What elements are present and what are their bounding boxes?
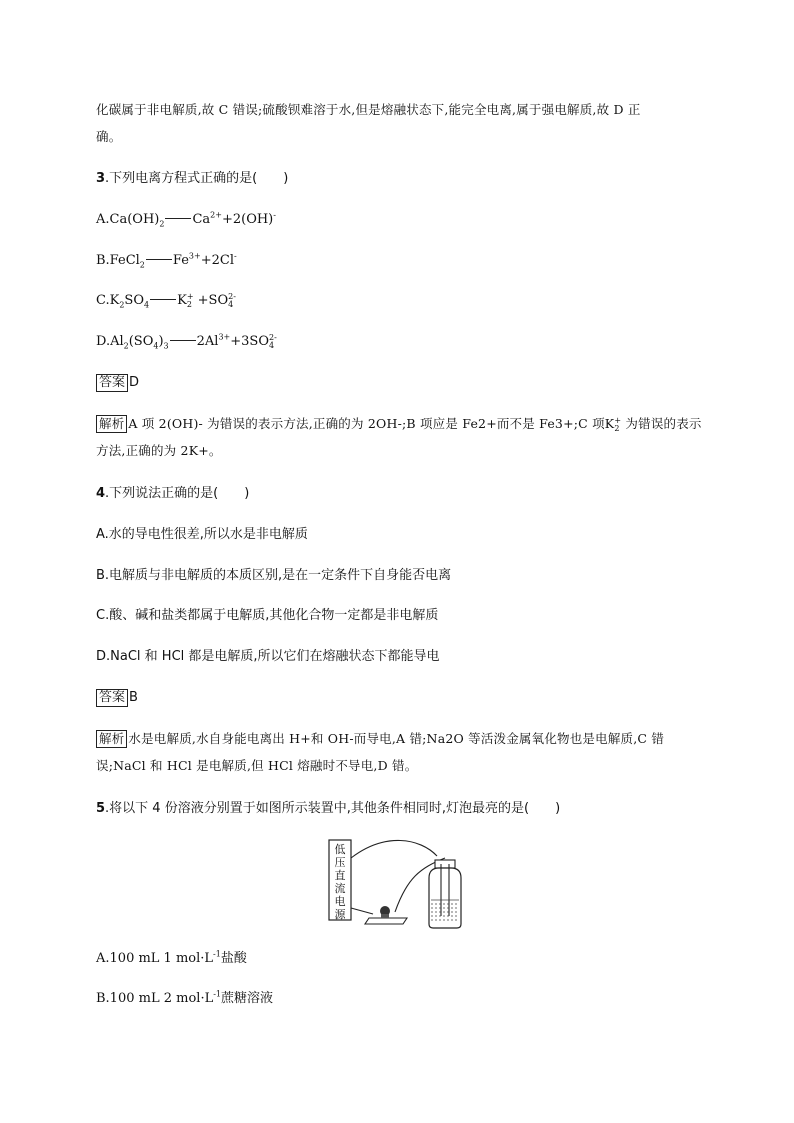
q5-stem: 5.将以下 4 份溶液分别置于如图所示装置中,其他条件相同时,灯泡最亮的是( ) (96, 801, 561, 816)
beaker (429, 868, 461, 928)
q3-option-a: $A.Ca(OH)_2$ $Ca^{2+}+2(OH)^-$ (96, 210, 276, 229)
answer-label: 答案 (96, 689, 128, 707)
lamp-base (365, 918, 407, 924)
power-label-char: 低 (334, 843, 346, 856)
q3-stem: 3.下列电离方程式正确的是( ) (96, 171, 289, 186)
q4-option-a: A.水的导电性很差,所以水是非电解质 (96, 527, 308, 542)
power-label-char: 直 (334, 869, 346, 882)
q4-option-b: B.电解质与非电解质的本质区别,是在一定条件下自身能否电离 (96, 568, 452, 583)
q3-option-c: $C.K_2SO_4$ K + 2 +SO 2- 4 (96, 291, 236, 310)
power-label-char: 源 (334, 908, 346, 921)
power-label-char: 流 (334, 882, 346, 895)
wire-bottom (351, 908, 373, 914)
q4-analysis-line-1: 解析 水是电解质,水自身能电离出 H+和 OH-而导电,A 错;Na2O 等活泼金属氧化物也是电解质,C 错 (96, 730, 664, 748)
q3-analysis-line-2: 方法,正确的为 2K+。 (96, 443, 222, 458)
analysis-label: 解析 (96, 730, 127, 748)
conductivity-apparatus-figure (325, 838, 475, 934)
intro-line-2: 确。 (96, 129, 122, 144)
power-label-char: 电 (334, 895, 346, 908)
intro-line-1: 化碳属于非电解质,故 C 错误;硫酸钡难溶于水,但是熔融状态下,能完全电离,属于强电解质,故 D 正 (96, 102, 641, 117)
q4-analysis-line-2: 误;NaCl 和 HCl 是电解质,但 HCl 熔融时不导电,D 错。 (96, 758, 418, 773)
stopper (435, 860, 455, 868)
q4-option-d: D.NaCl 和 HCl 都是电解质,所以它们在熔融状态下都能导电 (96, 649, 440, 664)
power-label-char: 压 (334, 856, 346, 869)
q3-analysis-line-1: 解析 A 项 2(OH)- 为错误的表示方法,正确的为 2OH-;B 项应是 Fe2+而不是 Fe3+;C 项K + 2 为错误的表示 (96, 415, 702, 433)
equation-arrow (170, 340, 196, 341)
q3-option-b: B.FeCl$_2$ $Fe^{3+}+2Cl^-$ (96, 251, 237, 270)
q4-stem: 4.下列说法正确的是( ) (96, 486, 250, 501)
equation-arrow (146, 259, 172, 260)
q4-answer: 答案 B (96, 689, 138, 707)
equation-arrow (165, 218, 191, 219)
q3-answer: 答案 D (96, 374, 139, 392)
analysis-label: 解析 (96, 415, 127, 433)
wire-top (351, 840, 437, 858)
equation-arrow (150, 299, 176, 300)
answer-label: 答案 (96, 374, 128, 392)
q3-option-d: $D.Al_2(SO_4)_3$ $2Al^{3+}+3SO$ 2- 4 (96, 332, 277, 351)
q5-option-a: A.100 mL 1 $mol\cdot L^{-1}$盐酸 (96, 949, 247, 966)
q4-option-c: C.酸、碱和盐类都属于电解质,其他化合物一定都是非电解质 (96, 608, 439, 623)
q5-option-b: B.100 mL 2 $mol\cdot L^{-1}$蔗糖溶液 (96, 989, 274, 1006)
